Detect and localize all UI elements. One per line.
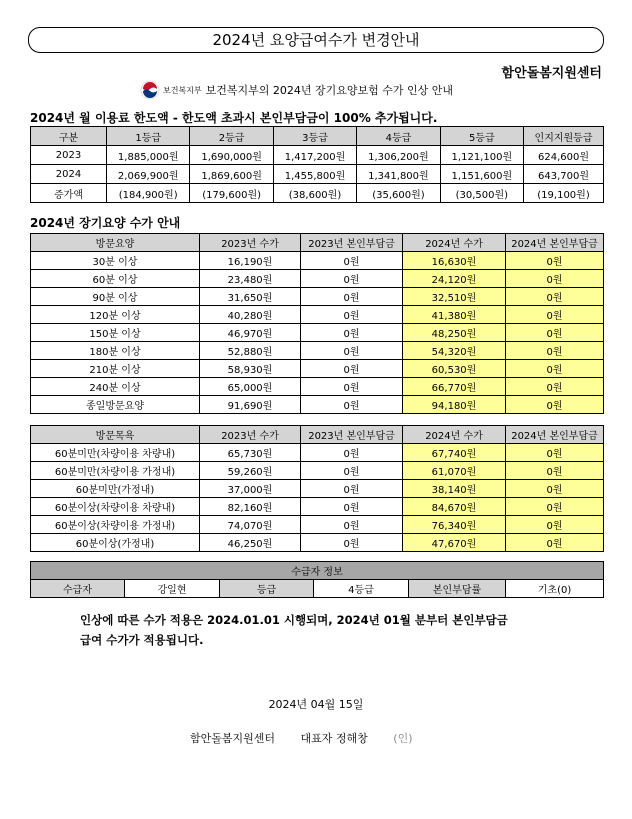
header-cell: 2023년 수가	[200, 426, 301, 444]
table-cell: 1,151,600원	[440, 165, 523, 184]
section1-heading: 2024년 월 이용료 한도액 - 한도액 초과시 본인부담금이 100% 추가됩니다.	[30, 111, 438, 125]
table-cell: (35,600원)	[357, 184, 440, 203]
grade-label: 등급	[220, 580, 314, 598]
table-cell: 0원	[301, 252, 403, 270]
seal-mark: (인)	[393, 732, 413, 745]
visit-care-table	[30, 233, 604, 414]
table-cell: 61,070원	[403, 462, 506, 480]
table-cell: 60분이상(차량이용 차량내)	[31, 498, 200, 516]
recipient-info-table	[30, 561, 604, 598]
table-cell: 0원	[506, 396, 604, 414]
table-cell: 0원	[506, 498, 604, 516]
header-cell: 2등급	[190, 127, 273, 146]
table-cell: 94,180원	[403, 396, 506, 414]
table-cell: 41,380원	[403, 306, 506, 324]
table-cell: 0원	[506, 270, 604, 288]
section2-heading: 2024년 장기요양 수가 안내	[30, 216, 181, 230]
table-row	[31, 580, 604, 598]
table-cell: 0원	[506, 462, 604, 480]
table-row	[31, 184, 604, 203]
table-cell: 180분 이상	[31, 342, 200, 360]
table-cell: 23,480원	[200, 270, 301, 288]
table-cell: 46,250원	[200, 534, 301, 552]
table-row	[31, 146, 604, 165]
header-cell: 2024년 본인부담금	[506, 426, 604, 444]
header-cell: 3등급	[273, 127, 356, 146]
table-cell: 1,885,000원	[107, 146, 190, 165]
center-name: 함안돌봄지원센터	[501, 66, 602, 81]
table-cell: 67,740원	[403, 444, 506, 462]
table-cell: 240분 이상	[31, 378, 200, 396]
header-cell: 4등급	[357, 127, 440, 146]
table-cell: 0원	[301, 480, 403, 498]
header-cell: 5등급	[440, 127, 523, 146]
table-header-row	[31, 562, 604, 580]
header-cell: 구분	[31, 127, 107, 146]
table-cell: 76,340원	[403, 516, 506, 534]
table-cell: 74,070원	[200, 516, 301, 534]
recipient-name: 강일현	[125, 580, 220, 598]
table-cell: 0원	[506, 252, 604, 270]
table-header-row	[31, 234, 604, 252]
header-cell: 2024년 본인부담금	[506, 234, 604, 252]
table-row	[31, 444, 604, 462]
table-cell: 66,770원	[403, 378, 506, 396]
header-cell: 2023년 본인부담금	[301, 234, 403, 252]
table-cell: 0원	[301, 498, 403, 516]
copay-rate-label: 본인부담률	[409, 580, 506, 598]
table-row	[31, 462, 604, 480]
document-title: 2024년 요양급여수가 변경안내	[28, 27, 604, 53]
table-cell: 643,700원	[524, 165, 604, 184]
visit-bath-table	[30, 425, 604, 552]
table-row	[31, 534, 604, 552]
table-cell: (19,100원)	[524, 184, 604, 203]
table-cell: 54,320원	[403, 342, 506, 360]
table-row	[31, 165, 604, 184]
table-cell: 60분 이상	[31, 270, 200, 288]
table-cell: 90분 이상	[31, 288, 200, 306]
table-cell: 2,069,900원	[107, 165, 190, 184]
copay-rate: 기초(0)	[506, 580, 604, 598]
table-cell: 32,510원	[403, 288, 506, 306]
signature-representative: 대표자 정해창	[300, 732, 368, 745]
table-cell: 30분 이상	[31, 252, 200, 270]
notice-line: 급여 수가가 적용됩니다.	[80, 633, 204, 647]
table-row	[31, 306, 604, 324]
table-cell: 65,000원	[200, 378, 301, 396]
signature-center: 함안돌봄지원센터	[190, 732, 276, 745]
table-cell: 59,260원	[200, 462, 301, 480]
table-cell: (38,600원)	[273, 184, 356, 203]
table-cell: 91,690원	[200, 396, 301, 414]
header-cell: 2024년 수가	[403, 426, 506, 444]
table-cell: 47,670원	[403, 534, 506, 552]
table-cell: 1,121,100원	[440, 146, 523, 165]
table-cell: 0원	[506, 306, 604, 324]
table-cell: 0원	[506, 360, 604, 378]
table-row	[31, 270, 604, 288]
table-header-row	[31, 127, 604, 146]
table-cell: 증가액	[31, 184, 107, 203]
table-cell: 82,160원	[200, 498, 301, 516]
table-cell: 46,970원	[200, 324, 301, 342]
table-cell: 0원	[506, 378, 604, 396]
table-cell: 0원	[301, 516, 403, 534]
table-cell: 0원	[506, 444, 604, 462]
header-cell: 1등급	[107, 127, 190, 146]
table-cell: (30,500원)	[440, 184, 523, 203]
table-cell: 48,250원	[403, 324, 506, 342]
table-cell: 24,120원	[403, 270, 506, 288]
table-cell: 0원	[301, 534, 403, 552]
table-cell: (184,900원)	[107, 184, 190, 203]
table-cell: 0원	[506, 480, 604, 498]
table-cell: 0원	[506, 342, 604, 360]
table-cell: 16,630원	[403, 252, 506, 270]
table-cell: 65,730원	[200, 444, 301, 462]
application-notice	[80, 610, 560, 650]
table-cell: 31,650원	[200, 288, 301, 306]
monthly-limit-table	[30, 126, 604, 203]
table-cell: 2023	[31, 146, 107, 165]
table-cell: 210분 이상	[31, 360, 200, 378]
table-cell: 0원	[301, 444, 403, 462]
table-cell: 0원	[301, 324, 403, 342]
table-cell: 60분미만(차량이용 차량내)	[31, 444, 200, 462]
table-cell: 84,670원	[403, 498, 506, 516]
table-cell: 0원	[301, 378, 403, 396]
table-cell: 60분미만(가정내)	[31, 480, 200, 498]
table-cell: 16,190원	[200, 252, 301, 270]
header-cell: 2023년 수가	[200, 234, 301, 252]
table-row	[31, 498, 604, 516]
header-cell: 2023년 본인부담금	[301, 426, 403, 444]
table-cell: (179,600원)	[190, 184, 273, 203]
header-cell: 방문요양	[31, 234, 200, 252]
table-cell: 150분 이상	[31, 324, 200, 342]
ministry-logo-icon	[140, 80, 160, 100]
table-row	[31, 252, 604, 270]
table-cell: 0원	[301, 288, 403, 306]
table-cell: 120분 이상	[31, 306, 200, 324]
table-cell: 0원	[301, 360, 403, 378]
table-cell: 1,690,000원	[190, 146, 273, 165]
ministry-name-small: 보건복지부	[163, 85, 202, 95]
table-row	[31, 288, 604, 306]
table-cell: 0원	[301, 396, 403, 414]
table-row	[31, 360, 604, 378]
table-cell: 0원	[301, 270, 403, 288]
table-row	[31, 378, 604, 396]
table-cell: 60분이상(차량이용 가정내)	[31, 516, 200, 534]
header-cell: 인지지원등급	[524, 127, 604, 146]
table-cell: 60,530원	[403, 360, 506, 378]
table-cell: 0원	[301, 342, 403, 360]
table-cell: 1,869,600원	[190, 165, 273, 184]
notice-line: 인상에 따른 수가 적용은 2024.01.01 시행되며, 2024년 01월 분부터 본인부담금	[80, 613, 508, 627]
table-cell: 58,930원	[200, 360, 301, 378]
table-row	[31, 516, 604, 534]
table-cell: 0원	[506, 534, 604, 552]
signature-line	[190, 730, 435, 746]
table-cell: 1,341,800원	[357, 165, 440, 184]
table-cell: 40,280원	[200, 306, 301, 324]
table-cell: 0원	[301, 306, 403, 324]
table-cell: 0원	[506, 516, 604, 534]
table-cell: 1,455,800원	[273, 165, 356, 184]
header-cell: 방문목욕	[31, 426, 200, 444]
recipient-grade: 4등급	[314, 580, 409, 598]
table-cell: 60분이상(가정내)	[31, 534, 200, 552]
issue-date: 2024년 04월 15일	[268, 698, 364, 711]
table-cell: 1,417,200원	[273, 146, 356, 165]
table-cell: 624,600원	[524, 146, 604, 165]
table-cell: 1,306,200원	[357, 146, 440, 165]
table-row	[31, 396, 604, 414]
table-cell: 0원	[506, 324, 604, 342]
table-cell: 38,140원	[403, 480, 506, 498]
recipient-info-title: 수급자 정보	[31, 562, 604, 580]
table-cell: 0원	[506, 288, 604, 306]
header-cell: 2024년 수가	[403, 234, 506, 252]
intro-notice-row	[140, 80, 453, 100]
recipient-label: 수급자	[31, 580, 125, 598]
table-row	[31, 324, 604, 342]
table-cell: 52,880원	[200, 342, 301, 360]
table-cell: 60분미만(차량이용 가정내)	[31, 462, 200, 480]
table-cell: 37,000원	[200, 480, 301, 498]
table-cell: 종일방문요양	[31, 396, 200, 414]
intro-notice: 보건복지부의 2024년 장기요양보험 수가 인상 안내	[205, 84, 454, 97]
table-row	[31, 342, 604, 360]
table-header-row	[31, 426, 604, 444]
table-row	[31, 480, 604, 498]
table-cell: 0원	[301, 462, 403, 480]
table-cell: 2024	[31, 165, 107, 184]
